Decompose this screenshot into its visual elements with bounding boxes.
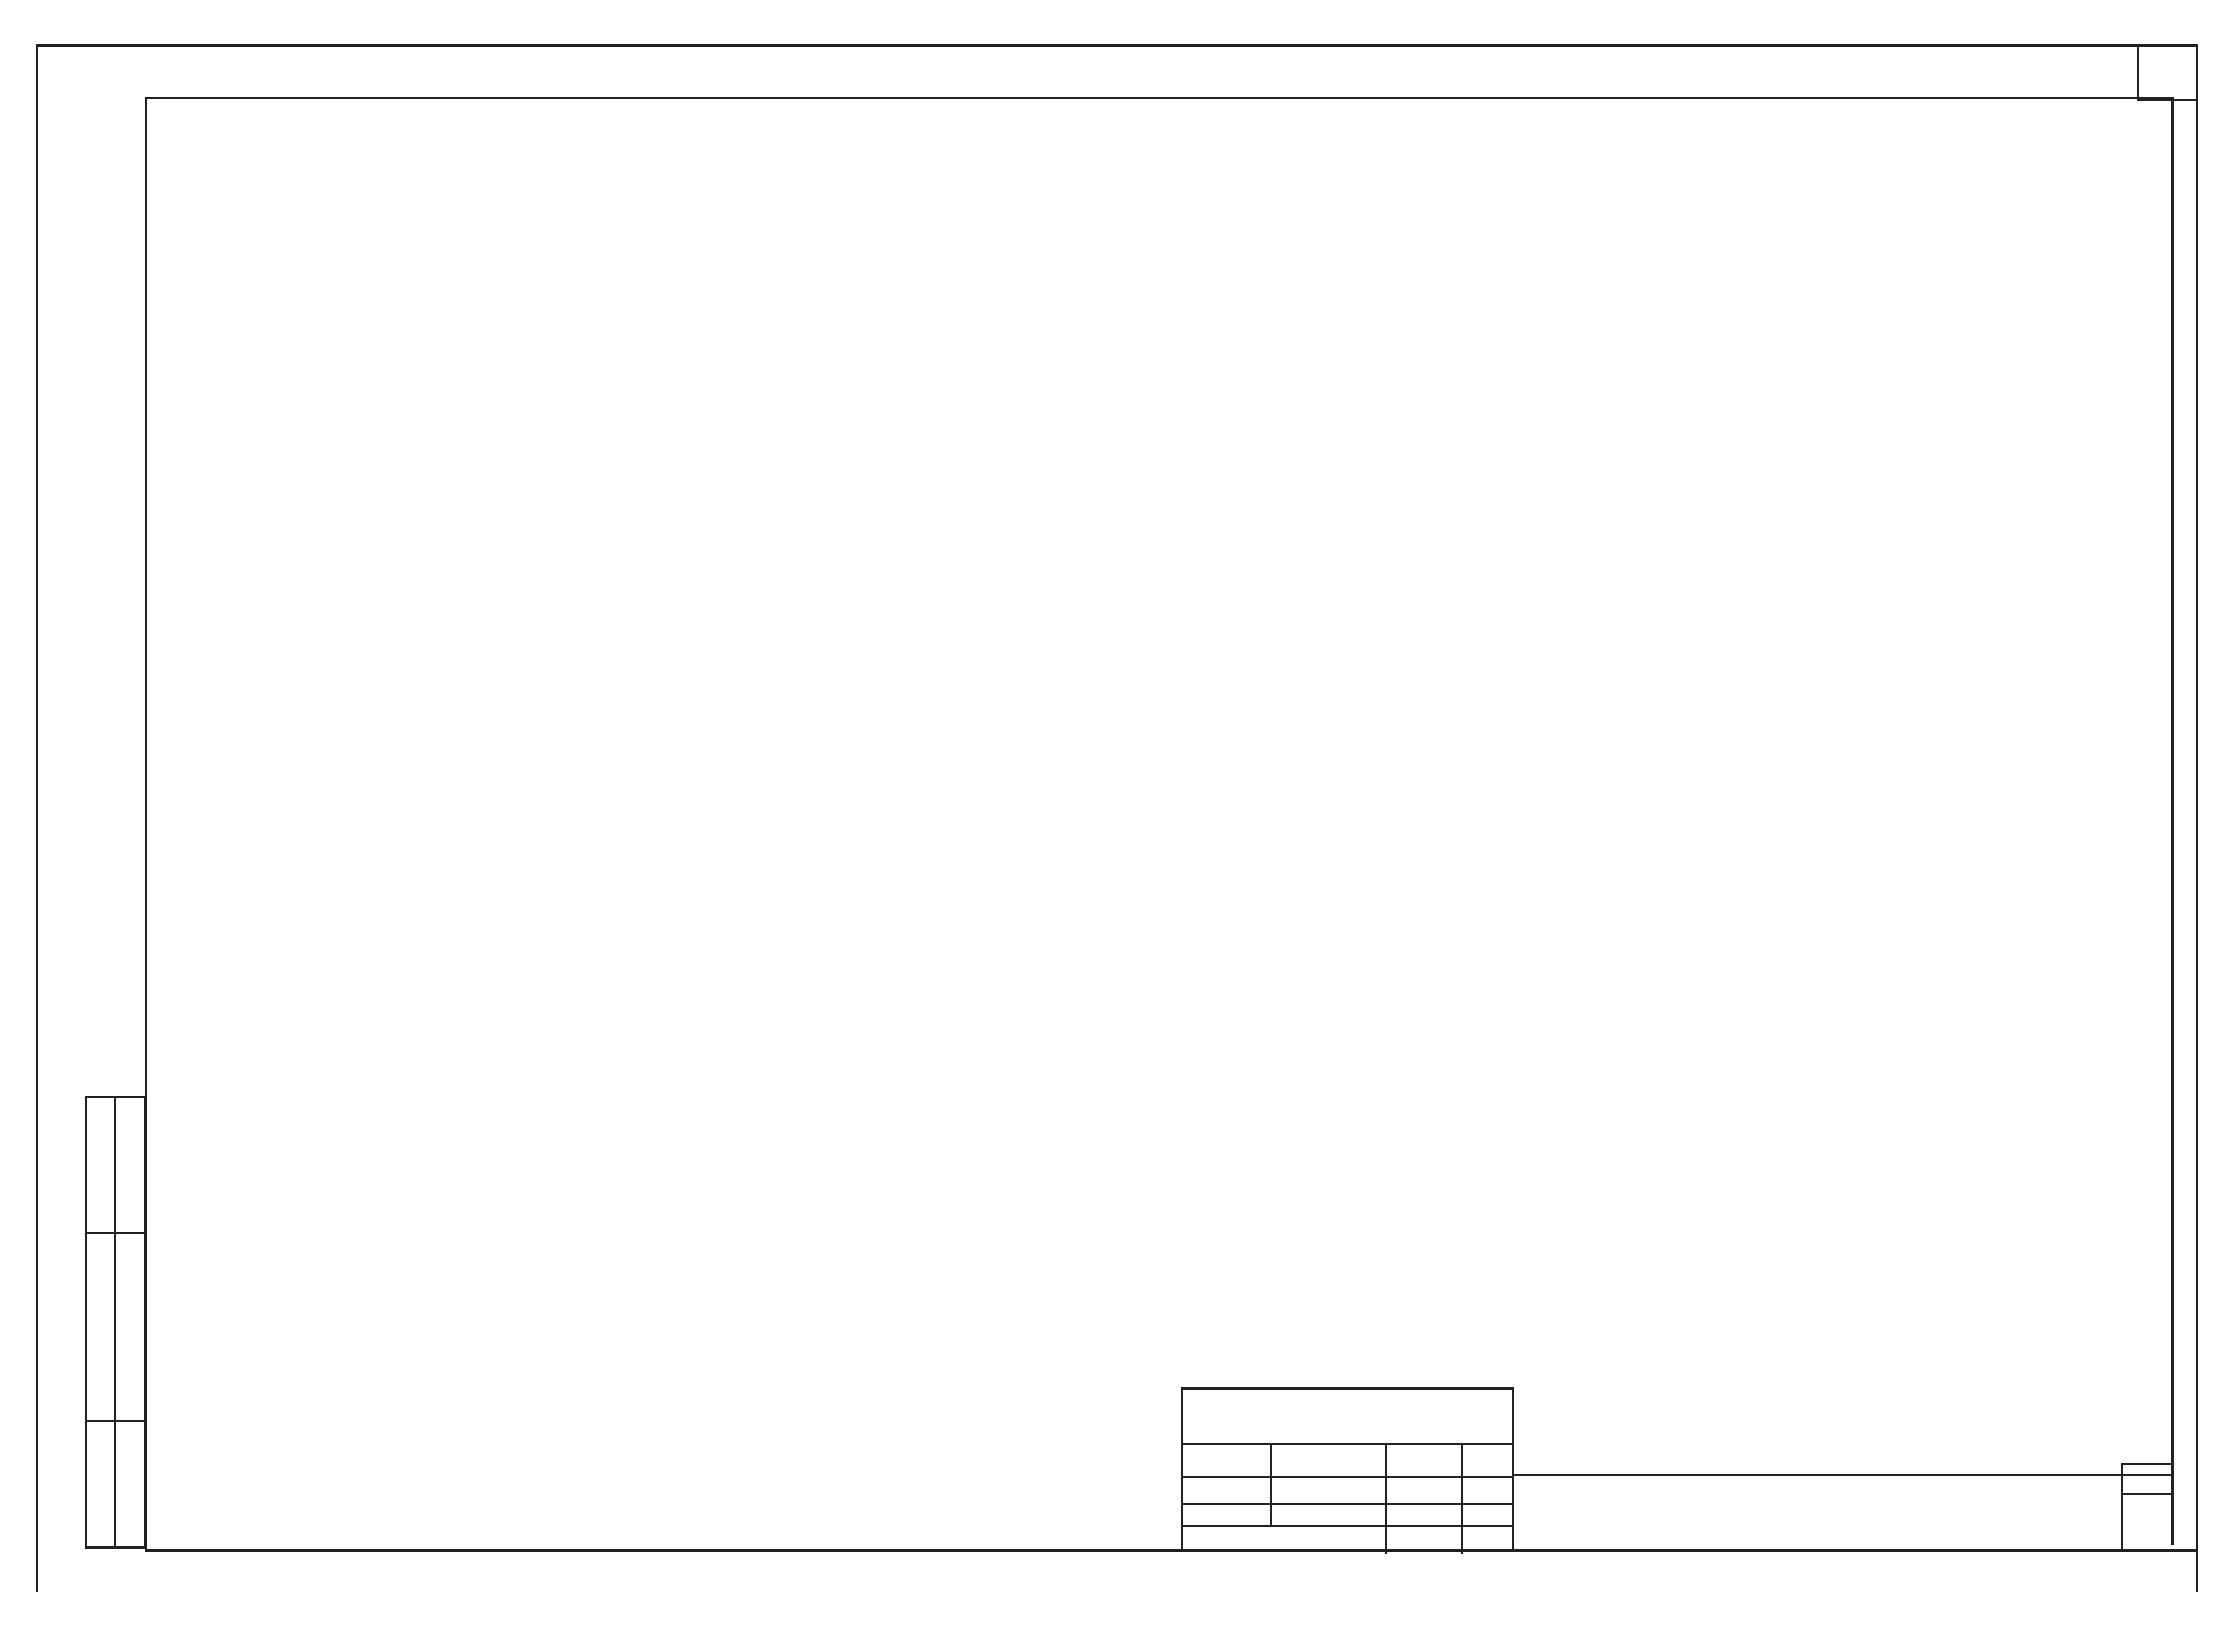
title-block-bound	[1181, 1387, 1514, 1552]
spec-table	[145, 97, 2174, 1545]
bottom-line	[145, 1549, 2198, 1552]
page-number	[2137, 44, 2198, 101]
title-block-main	[1512, 1474, 2174, 1552]
sheet-cell	[2121, 1463, 2174, 1552]
left-stamp	[85, 1096, 147, 1549]
